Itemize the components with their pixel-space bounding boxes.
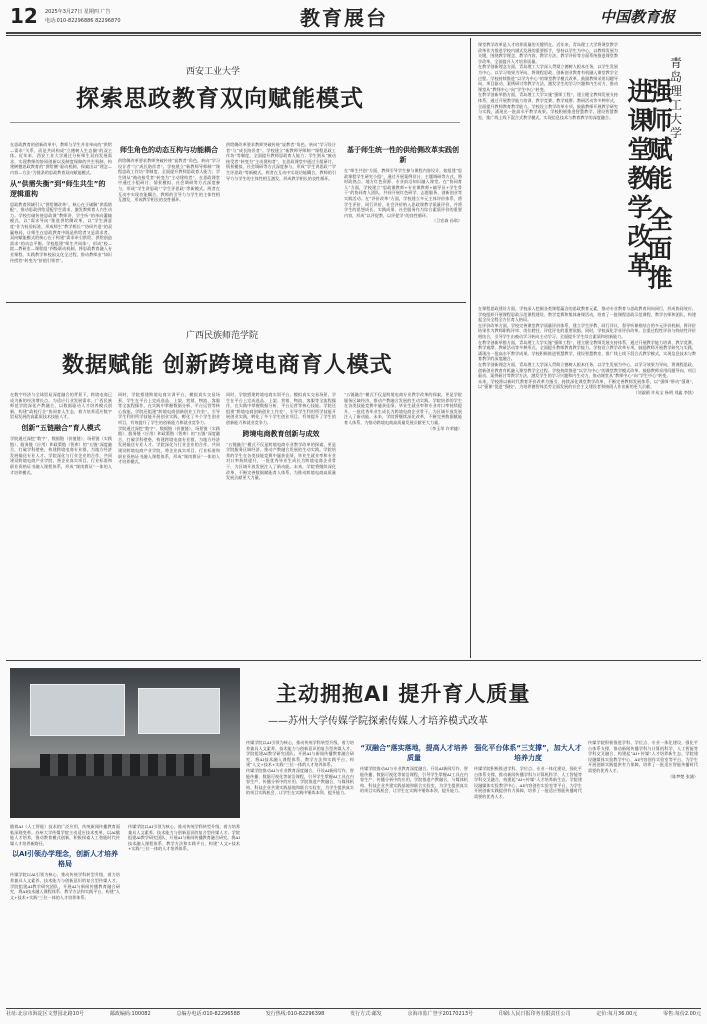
article-qut	[474, 38, 702, 658]
article-gxnu	[6, 306, 466, 656]
article-body: 传媒学院以AI引领为核心，推动传统学科转型升级，着力培养兼具人文素养、技术能力与创新意识的复合型传媒人才。学院组建AI教学研究团队，开展AI与新闻传播教育融合研究，将AI技术融入课程体系、教学方法和实践平台，构建“人文+技术+实践”三位一体的人才培养体系。	[10, 872, 120, 900]
headline-rule	[10, 122, 460, 123]
article-body: 在课程思政建设方面，学校深入挖掘各类课程蕴含的思政教育元素，推动专业教育与思政教育同向同行，形成协同效应。学校组织开展课程思政示范课程建设、教学竞赛和集体备课活动，培育了一批课程思政示范课程、教学名师和团队，构建起全员全程全方位育人格局。	[478, 306, 696, 323]
article-body: 在教学创新理念方面，青岛理工大学深入贯彻立德树人根本任务，以学生发展为中心，以学习效果为导向，将课程思政、创新创业教育有机融入课堂教学全过程。学校持续推进“以学为中心”的课堂教学模式改革，鼓励教师采用问题导向、项目驱动、案例研讨等教学方法，激发学生的学习兴趣和内生动力，推动课堂从“教师中心”向“学生中心”转变。	[478, 64, 618, 92]
footer-retail-price: 零售:每份2.00元	[663, 1011, 701, 1017]
date-line: 2025年3月27日 星期四 广告	[45, 9, 111, 15]
footer-distribution-method: 发行方式:邮发	[350, 1011, 382, 1017]
masthead	[0, 0, 707, 34]
column-1	[10, 392, 112, 647]
subheading: 跨境电商教育创新与成效	[242, 429, 320, 438]
article-headline: 主动拥抱AI 提升育人质量	[276, 682, 531, 706]
article-school: 广西民族师范学院	[186, 331, 259, 341]
column-1	[10, 142, 112, 302]
column-4	[360, 740, 468, 1004]
column-6	[588, 740, 698, 1004]
article-school-vertical: 青岛理工大学	[670, 56, 683, 140]
article-body: 学院通过深挖“数字”、数据链（价值链）、场景链（实践链）、服务链（应用）和政策链（智库）的“五链”深度融合，打破学科壁垒，构建跨境电商专业群，为地方经济发展输送专业人才。学院深化与行业企业的合作，共同建设跨境电商产业学院，将企业真实项目、行业标准和职业资格证书融入课程体系，形成“课岗赛证”一体的人才培养模式。	[118, 425, 220, 465]
column-3	[226, 392, 336, 647]
masthead-rule	[6, 32, 701, 34]
article-body: “五链融合”模式不仅是跨境电商专业教学改革的探索，更是学院服务区域经济、推动产教融合发展的生动实践。学院培养的学生在各类技能竞赛中屡获佳绩，毕业生就业率和专业对口率持续提升，一批优秀毕业生成长为跨境电商企业骨干，为区域开放发展注入了新动能。未来，学院将继续深化改革，不断完善数据赋能育人体系，为推动跨境电商高质量发展贡献更大力量。	[226, 441, 336, 481]
article-subhead: ——苏州大学传媒学院探索传媒人才培养模式改革	[268, 716, 488, 727]
article-body: 传媒学院推动AI与专业教育深度融合，开设AI新闻写作、智能传播、数据可视化等前沿课程，引导学生掌握AI工具在内容生产、传播分析中的应用。学院推进产教融合，与媒体机构、科技企业共建实践基地和联合实验室，为学生提供真实的项目实践机会，让学生在实践中锤炼本领、提升能力。	[360, 766, 468, 794]
article-suda	[6, 664, 701, 1006]
article-body: 在评价改革方面，学校完善课堂教学质量评价体系，建立学生评教、同行评议、督导听课相结合的多元评价机制，将评价结果作为教师职称评审、岗位聘任、评优评先的重要依据。同时，学校深化学业评价改革，注重过程性评价与终结性评价相结合，引导学生由被动学习转向主动学习，全面提升学生综合素质和创新能力。	[478, 322, 696, 339]
footer-postcode: 邮政编码:100082	[109, 1011, 151, 1017]
section-title: 教育展台	[300, 6, 388, 30]
article-body: 传媒学院积极推进学科、学位点、专业一体化建设，强化平台体系支撑，推动新闻传播学科与计算机科学、人工智能等学科交叉融合，构建起“AI+传媒”人才培养新生态。学院建设融媒体实验教学中心、AI内容创作实验室等平台，为学生开展创新实践提供有力保障，培养了一批适应智能传播时代需要的优秀人才。	[474, 766, 582, 799]
photo-caption: 随着AI（人工智能）技术的广泛应用，传统新闻传播教育面临深刻变革。苏州大学传媒学院主动适应技术变革，以AI赋能人才培养，推动教育模式创新，积极探索人工智能时代传媒人才培养新路径。	[10, 824, 120, 846]
byline: （卫宏森 孙琪）	[432, 218, 462, 224]
separator	[6, 302, 466, 303]
article-body: 同时，学院搭建跨境电商实训平台，模拟真实交易场景，学生在平台上完成选品、上架、营销、物流、客服等全流程操作，在实践中掌握数据分析、平台运营等核心技能。学院还组建“跨境电商创新创业工作室”，引导学生利用所学技能开展创业实践，孵化了多个学生创业项目，有效提升了学生的创新能力和就业竞争力。	[118, 392, 220, 425]
footer	[6, 1010, 701, 1022]
article-headline: 数据赋能 创新跨境电商育人模式	[62, 353, 393, 378]
footer-license: 京海市监广登字20170213号	[407, 1011, 474, 1017]
subheading: 强化平台体系“三支撑”，加大人才培养力度	[474, 744, 582, 762]
article-body: 思政教育领域引入“供给侧改革”，核心在于破解“供需错配”，推动思政供给适配学生需求，激发教师育人内生动力。学校打破传统思政课“教师讲、学生听”的单向灌输模式，以“需求导向”推进供给侧改革，以“学生满意度”作为检验标准，形成师生“教学相长”“协同共进”的双赢格局，让师生在思政教育中既是供给者又是需求者。双向赋能模式的核心在于构建“需求牵引供给、供给创造需求”的动态平衡。学校组建“师生共同体”，形成“校—院—教研室—课程组”四级联动机制，将思政教育融入专业课程、实践教学和校园文化全过程，推动教师由“知识传授者”转变为“价值引领者”。	[10, 201, 112, 263]
separator	[6, 660, 701, 661]
newspaper-logo: 中国教育报	[600, 8, 676, 26]
column-2	[118, 392, 220, 647]
article-lead: 在思政教育的创新改革中，教师与学生并非单向的“供给—需求”关系，而是共同构成“立德树人生态圈”的双主体。近年来，西安工业大学通过分析师生双向发展需求，实现教师的协同创新以及制度保障的共生机制，构建树德思政教育的“供给侧”驱动机制，探索出以“理念—内容—方法”为链条的思政教育双向赋能模式。	[10, 142, 112, 175]
footer-address: 社址:北京市海淀区文慧园北路10号	[6, 1011, 85, 1017]
byline: （陈梦楚 张涵）	[668, 773, 698, 779]
photo-people	[40, 754, 210, 776]
article-lead: 在数字经济与全球贸易深度融合的背景下，跨境电商已成为新的经济增长点。为适应行业发展需求，广西民族师范学院深化产教融合，以数据驱动人才培养模式创新，构建“政校行企”协同育人生态，着力培养适应数字贸易发展的高素质技术技能人才。	[10, 392, 112, 420]
column-4	[344, 392, 462, 647]
article-body: 供给侧改革要求教师突破传统“说教者”角色，转向“学习设计者”与“成长陪伴者”。学校建立“新教师导师制”“课程思政工作坊”等制度，全面提升教师思政育人能力；学生则从“被动接受者”转变为“主动建构者”，在思政课堂中通过小组研讨、情景模拟、社会调研等方式深度参与，形成“学生讲思政”“学生评思政”等新模式。两者在互动中实现功能耦合，教师的引导力与学生的主体性相互激发，形成教学相长的良性循环。	[118, 158, 220, 203]
classroom-photo	[10, 668, 240, 818]
footer-distribution-phone: 发行热线:010-82296398	[265, 1011, 325, 1017]
subheading: 创新“五链融合”育人模式	[21, 423, 101, 432]
column-2	[128, 824, 240, 1004]
article-headline: 探索思政教育双向赋能模式	[76, 86, 364, 112]
page-number: 12	[10, 4, 38, 28]
subheading: 从“供需失衡”到“师生共生”的逻辑重构	[10, 179, 106, 198]
contact-line: 电话:010-82296886 82296870	[45, 18, 121, 24]
subheading: “双融合”落实落地，提高人才培养质量	[360, 744, 468, 762]
photo-caption-column	[10, 824, 120, 1004]
footer-office-phone: 总编办电话:010-82296588	[176, 1011, 240, 1017]
article-school: 西安工业大学	[186, 67, 241, 77]
subheading: 师生角色的动态互构与功能耦合	[120, 146, 218, 154]
article-body: 学院通过深挖“数字”、数据链（价值链）、场景链（实践链）、服务链（应用）和政策链（智库）的“五链”深度融合，打破学科壁垒，构建跨境电商专业群，为地方经济发展输送专业人才。学院深化与行业企业的合作，共同建设跨境电商产业学院，将企业真实项目、行业标准和职业资格证书融入课程体系，形成“课岗赛证”一体的人才培养模式。	[10, 435, 112, 475]
article-body: 在教学创新举措方面，青岛理工大学实施“强师工程”，建立健全教师发展支持体系，通过开展教学能力培训、教学竞赛、教学观摩、教研活动等多种形式，全面提升教师教育教学能力。学校设立教学改革专项，鼓励教师开展教学研究与实践，涌现出一批高水平教学成果。学校积极推进智慧教学，建设智慧教室，推广线上线下混合式教学模式，实现信息技术与教育教学的深度融合。	[478, 339, 696, 362]
article-xatu	[6, 38, 466, 300]
footer-monthly-price: 定价:每月36.00元	[596, 1011, 638, 1017]
article-body: 在教学创新举措方面，青岛理工大学实施“强师工程”，建立健全教师发展支持体系，通过开展教学能力培训、教学竞赛、教学观摩、教研活动等多种形式，全面提升教师教育教学能力。学校设立教学改革专项，鼓励教师开展教学研究与实践，涌现出一批高水平教学成果。学校积极推进智慧教学，建设智慧教室，推广线上线下混合式教学模式，实现信息技术与教育教学的深度融合。	[478, 92, 618, 120]
article-body: “五链融合”模式不仅是跨境电商专业教学改革的探索，更是学院服务区域经济、推动产教融合发展的生动实践。学院培养的学生在各类技能竞赛中屡获佳绩，毕业生就业率和专业对口率持续提升，一批优秀毕业生成长为跨境电商企业骨干，为区域开放发展注入了新动能。未来，学院将继续深化改革，不断完善数据赋能育人体系，为推动跨境电商高质量发展贡献更大力量。	[344, 392, 462, 425]
column-3	[226, 142, 336, 302]
subheading: 基于师生统一性的供给侧改革实践创新	[347, 146, 459, 164]
article-body: 未来，学校将以新时代教育评价改革为指引，持续深化课堂教学改革，不断完善教师发展体系，以“强师”带动“强课”，以“强课”促进“强校”，为培养德智体美劳全面发展的社会主义建设者和接班人作出新的更大贡献。	[478, 378, 696, 390]
photo-screen	[30, 684, 125, 736]
article-body: 供给侧改革要求教师突破传统“说教者”角色，转向“学习设计者”与“成长陪伴者”。学校建立“新教师导师制”“课程思政工作坊”等制度，全面提升教师思政育人能力；学生则从“被动接受者”转变为“主动建构者”，在思政课堂中通过小组研讨、情景模拟、社会调研等方式深度参与，形成“学生讲思政”“学生评思政”等新模式。两者在互动中实现功能耦合，教师的引导力与学生的主体性相互激发，形成教学相长的良性循环。	[226, 142, 336, 181]
article-body: 在“师生共创”方面，教师引导学生参与课程内容设计，如组建“思政课程学生研究小组”，通过开展案例设计、主题调研等方式，将时政热点、地方红色资源、专业前沿知识融入课堂。在“协同育人”方面，学校建立“思政课教师+专业课教师+辅导员+学生骨干”的协同育人团队，共同开展红色研学、志愿服务、创新创业等实践活动。在“评价改革”方面，学校建立多元主体评价体系，将学生评价、同行评价、社会评价纳入思政课教学质量评价，并将学生的思想成长、实践成果、社会服务作为综合素质评价的重要内容，形成“以评促教、以评促学”的良性循环。	[344, 168, 462, 218]
column-1	[478, 42, 618, 302]
column-2	[118, 142, 220, 302]
footer-printer: 印刷:人民日报印务有限责任公司	[498, 1011, 571, 1017]
article-headline-vertical: 强师赋能 全面推进课堂教学改革	[624, 78, 673, 294]
column-4	[344, 142, 462, 302]
subheading: 以AI引领办学理念，创新人才培养格局	[11, 850, 119, 869]
column-5	[474, 740, 582, 1004]
article-body: 在教学创新理念方面，青岛理工大学深入贯彻立德树人根本任务，以学生发展为中心，以学习效果为导向，将课程思政、创新创业教育有机融入课堂教学全过程。学校持续推进“以学为中心”的课堂教学模式改革，鼓励教师采用问题导向、项目驱动、案例研讨等教学方法，激发学生的学习兴趣和内生动力，推动课堂从“教师中心”向“学生中心”转变。	[478, 361, 696, 379]
article-body: 传媒学院以AI引领为核心，推动传统学科转型升级，着力培养兼具人文素养、技术能力与创新意识的复合型传媒人才。学院组建AI教学研究团队，开展AI与新闻传播教育融合研究，将AI技术融入课程体系、教学方法和实践平台，构建“人文+技术+实践”三位一体的人才培养体系。	[246, 740, 354, 768]
article-body: 同时，学院搭建跨境电商实训平台，模拟真实交易场景，学生在平台上完成选品、上架、营销、物流、客服等全流程操作，在实践中掌握数据分析、平台运营等核心技能。学院还组建“跨境电商创新创业工作室”，引导学生利用所学技能开展创业实践，孵化了多个学生创业项目，有效提升了学生的创新能力和就业竞争力。	[226, 392, 336, 425]
column-2	[478, 306, 696, 656]
article-body: 传媒学院推动AI与专业教育深度融合，开设AI新闻写作、智能传播、数据可视化等前沿课程，引导学生掌握AI工具在内容生产、传播分析中的应用。学院推进产教融合，与媒体机构、科技企业共建实践基地和联合实验室，为学生提供真实的项目实践机会，让学生在实践中锤炼本领、提升能力。	[246, 767, 354, 796]
byline: （李玉翠 许荣捷）	[427, 425, 462, 431]
footer-rule	[6, 1008, 701, 1009]
photo-screen	[138, 688, 220, 734]
masthead-rule-thin	[6, 35, 701, 36]
article-body: 课堂教学改革是人才培养质量的关键所在。近年来，青岛理工大学将课堂教学改革作为推进学校内涵式发展的重要抓手，坚持以学生为中心，以教师发展为关键，围绕教学理念、教学内容、教学方法、教学评价等方面系统推进课堂教学改革，全面提升人才培养质量。	[478, 42, 618, 64]
vertical-divider	[470, 38, 471, 658]
article-body: 传媒学院积极推进学科、学位点、专业一体化建设，强化平台体系支撑，推动新闻传播学科与计算机科学、人工智能等学科交叉融合，构建起“AI+传媒”人才培养新生态。学院建设融媒体实验教学中心、AI内容创作实验室等平台，为学生开展创新实践提供有力保障，培养了一批适应智能传播时代需要的优秀人才。	[588, 740, 698, 773]
article-body: 传媒学院以AI引领为核心，推动传统学科转型升级，着力培养兼具人文素养、技术能力与创新意识的复合型传媒人才。学院组建AI教学研究团队，开展AI与新闻传播教育融合研究，将AI技术融入课程体系、教学方法和实践平台，构建“人文+技术+实践”三位一体的人才培养体系。	[128, 824, 240, 852]
byline: （刘淑鹃 许从宝 杨明 刘鑫 李凯）	[633, 389, 696, 395]
column-3	[246, 740, 354, 1004]
